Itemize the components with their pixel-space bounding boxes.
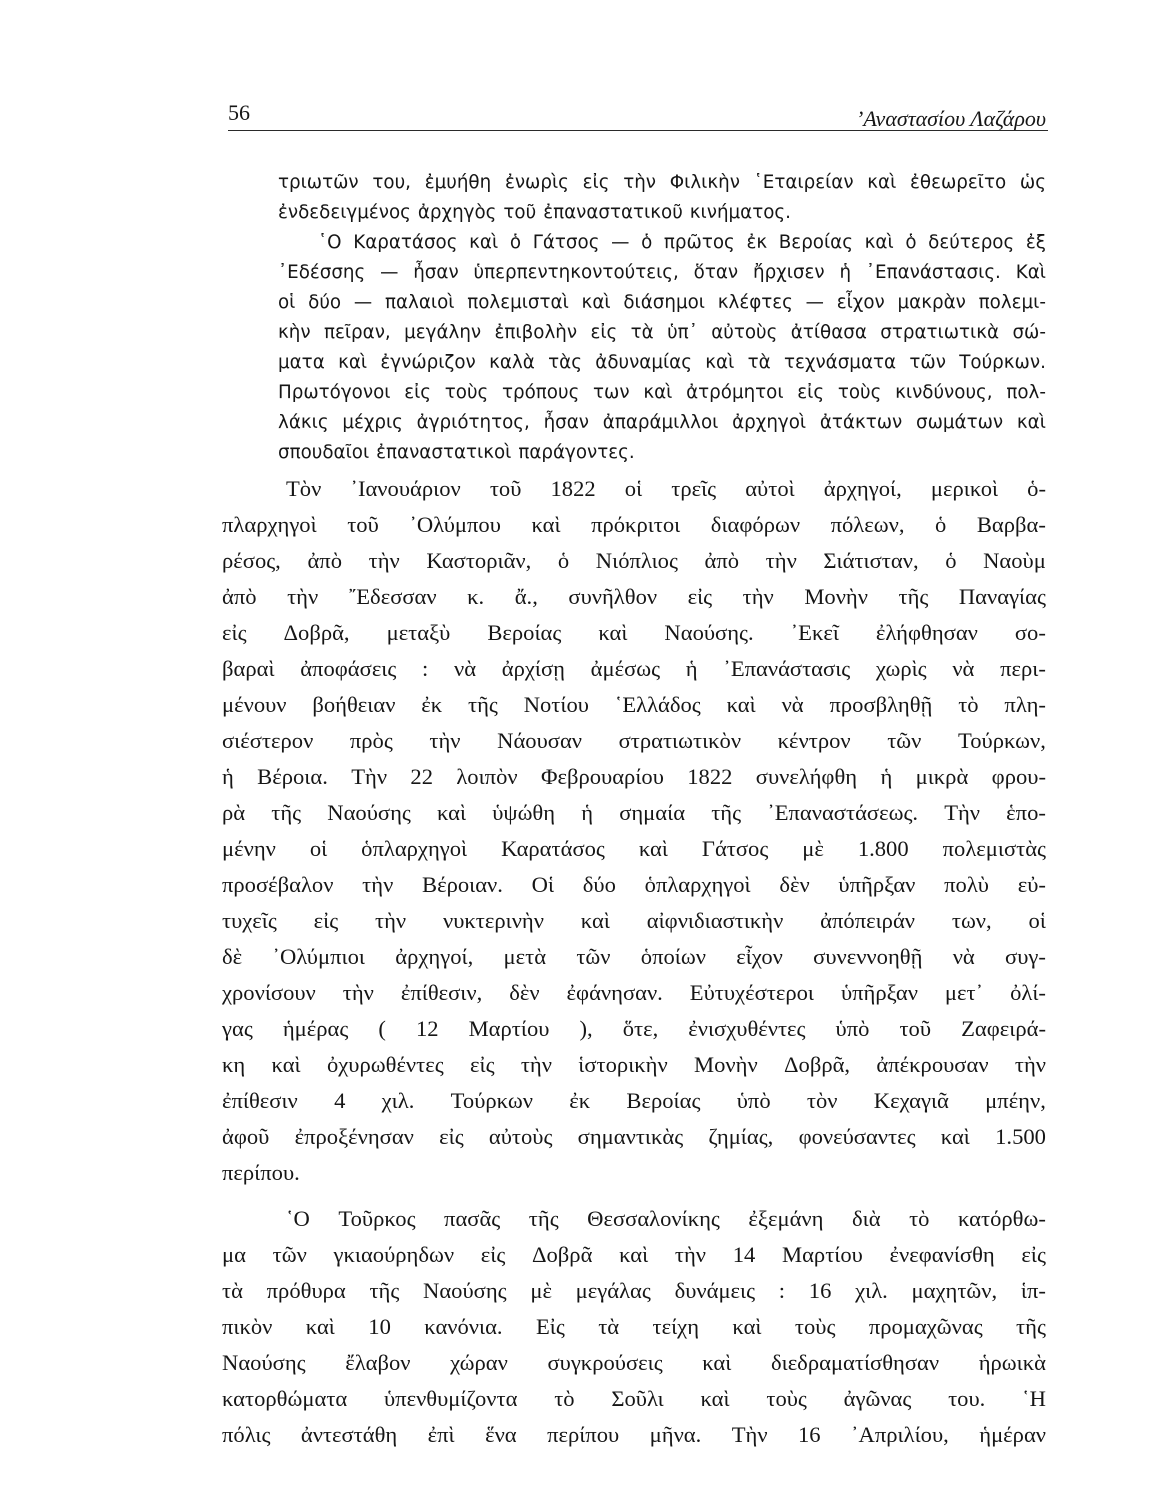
text-line: τὰ πρόθυρα τῆς Ναούσης μὲ μεγάλας δυνάμεις : 16 χιλ. μαχητῶν, ἱπ- xyxy=(222,1278,1046,1303)
text-line: περίπου. xyxy=(222,1160,300,1185)
text-line: Πρωτόγονοι εἰς τοὺς τρόπους των καὶ ἀτρόμητοι εἰς τοὺς κινδύνους, πολ- xyxy=(278,382,1046,403)
text-line: ρέσος, ἀπὸ τὴν Καστοριᾶν, ὁ Νιόπλιος ἀπὸ τὴν Σιάτισταν, ὁ Ναοὺμ xyxy=(222,548,1046,573)
text-line: πλαρχηγοὶ τοῦ ᾿Ολύμπου καὶ πρόκριτοι διαφόρων πόλεων, ὁ Βαρβα- xyxy=(222,512,1046,537)
text-line: ἐνδεδειγμένος ἀρχηγὸς τοῦ ἐπαναστατικοῦ κινήματος. xyxy=(278,202,791,223)
text-line: ᾿Εδέσσης — ἦσαν ὑπερπεντηκοντούτεις, ὅταν ἤρχισεν ἡ ᾿Επανάστασις. Καὶ xyxy=(278,262,1046,283)
text-line: οἱ δύο — παλαιοὶ πολεμισταὶ καὶ διάσημοι κλέφτες — εἶχον μακρὰν πολεμι- xyxy=(278,292,1046,313)
text-line: εἰς Δοβρᾶ, μεταξὺ Βεροίας καὶ Ναούσης. ᾿Εκεῖ ἐλήφθησαν σο- xyxy=(222,620,1046,645)
text-line: προσέβαλον τὴν Βέροιαν. Οἱ δύο ὁπλαρχηγοὶ δὲν ὑπῆρξαν πολὺ εὐ- xyxy=(222,872,1046,897)
text-line: ματα καὶ ἐγνώριζον καλὰ τὰς ἀδυναμίας καὶ τὰ τεχνάσματα τῶν Τούρκων. xyxy=(278,352,1046,373)
text-line: Ναούσης ἔλαβον χώραν συγκρούσεις καὶ διεδραματίσθησαν ἡρωικὰ xyxy=(222,1350,1046,1375)
text-line: ἡ Βέροια. Τὴν 22 λοιπὸν Φεβρουαρίου 1822 συνελήφθη ἡ μικρὰ φρου- xyxy=(222,764,1046,789)
text-line: μένην οἱ ὁπλαρχηγοὶ Καρατάσος καὶ Γάτσος μὲ 1.800 πολεμιστὰς xyxy=(222,836,1046,861)
page-number: 56 xyxy=(228,100,250,125)
text-line: ἀφοῦ ἐπροξένησαν εἰς αὐτοὺς σημαντικὰς ζημίας, φονεύσαντες καὶ 1.500 xyxy=(222,1124,1046,1149)
text-line: τυχεῖς εἰς τὴν νυκτερινὴν καὶ αἰφνιδιαστικὴν ἀπόπειράν των, οἱ xyxy=(222,908,1046,933)
text-line: ῾Ο Τοῦρκος πασᾶς τῆς Θεσσαλονίκης ἐξεμάνη διὰ τὸ κατόρθω- xyxy=(286,1206,1046,1231)
text-line: μα τῶν γκιαούρηδων εἰς Δοβρᾶ καὶ τὴν 14 Μαρτίου ἐνεφανίσθη εἰς xyxy=(222,1242,1046,1267)
text-line: ῾Ο Καρατάσος καὶ ὁ Γάτσος — ὁ πρῶτος ἐκ Βεροίας καὶ ὁ δεύτερος ἐξ xyxy=(318,232,1046,253)
text-line: κατορθώματα ὑπενθυμίζοντα τὸ Σοῦλι καὶ τοὺς ἀγῶνας του. ῾Η xyxy=(222,1386,1046,1411)
text-line: ἐπίθεσιν 4 χιλ. Τούρκων ἐκ Βεροίας ὑπὸ τὸν Κεχαγιᾶ μπέην, xyxy=(222,1088,1046,1113)
text-line: μένουν βοήθειαν ἐκ τῆς Νοτίου ῾Ελλάδος καὶ νὰ προσβληθῇ τὸ πλη- xyxy=(222,692,1046,717)
text-line: κὴν πεῖραν, μεγάλην ἐπιβολὴν εἰς τὰ ὑπ᾿ αὐτοὺς ἀτίθασα στρατιωτικὰ σώ- xyxy=(278,322,1046,343)
text-line: χρονίσουν τὴν ἐπίθεσιν, δὲν ἐφάνησαν. Εὐτυχέστεροι ὑπῆρξαν μετ᾿ ὀλί- xyxy=(222,980,1046,1005)
text-line: σπουδαῖοι ἐπαναστατικοὶ παράγοντες. xyxy=(278,442,635,463)
text-line: πικὸν καὶ 10 κανόνια. Εἰς τὰ τείχη καὶ τοὺς προμαχῶνας τῆς xyxy=(222,1314,1046,1339)
text-line: πόλις ἀντεστάθη ἐπὶ ἕνα περίπου μῆνα. Τὴν 16 ᾿Απριλίου, ἡμέραν xyxy=(222,1422,1046,1447)
text-line: λάκις μέχρις ἀγριότητος, ἦσαν ἀπαράμιλλοι ἀρχηγοὶ ἀτάκτων σωμάτων καὶ xyxy=(278,412,1046,433)
text-line: κη καὶ ὀχυρωθέντες εἰς τὴν ἱστορικὴν Μονὴν Δοβρᾶ, ἀπέκρουσαν τὴν xyxy=(222,1052,1046,1077)
text-line: τριωτῶν του, ἐμυήθη ἐνωρὶς εἰς τὴν Φιλικὴν ῾Εταιρείαν καὶ ἐθεωρεῖτο ὡς xyxy=(278,172,1046,193)
text-line: βαραὶ ἀποφάσεις : νὰ ἀρχίσῃ ἀμέσως ἡ ᾿Επανάστασις χωρὶς νὰ περι- xyxy=(222,656,1046,681)
text-line: γας ἡμέρας ( 12 Μαρτίου ), ὅτε, ἐνισχυθέντες ὑπὸ τοῦ Ζαφειρά- xyxy=(222,1016,1046,1041)
running-title: ’Αναστασίου Λαζάρου xyxy=(856,106,1046,131)
text-line: σιέστερον πρὸς τὴν Νάουσαν στρατιωτικὸν κέντρον τῶν Τούρκων, xyxy=(222,728,1046,753)
text-line: ἀπὸ τὴν ῎Εδεσσαν κ. ἄ., συνῆλθον εἰς τὴν Μονὴν τῆς Παναγίας xyxy=(222,584,1046,609)
text-line: ρὰ τῆς Ναούσης καὶ ὑψώθη ἡ σημαία τῆς ᾿Επαναστάσεως. Τὴν ἑπο- xyxy=(222,800,1046,825)
text-line: Τὸν ᾿Ιανουάριον τοῦ 1822 οἱ τρεῖς αὐτοὶ ἀρχηγοί, μερικοὶ ὁ- xyxy=(286,476,1046,501)
text-line: δὲ ᾿Ολύμπιοι ἀρχηγοί, μετὰ τῶν ὁποίων εἶχον συνεννοηθῇ νὰ συγ- xyxy=(222,944,1046,969)
